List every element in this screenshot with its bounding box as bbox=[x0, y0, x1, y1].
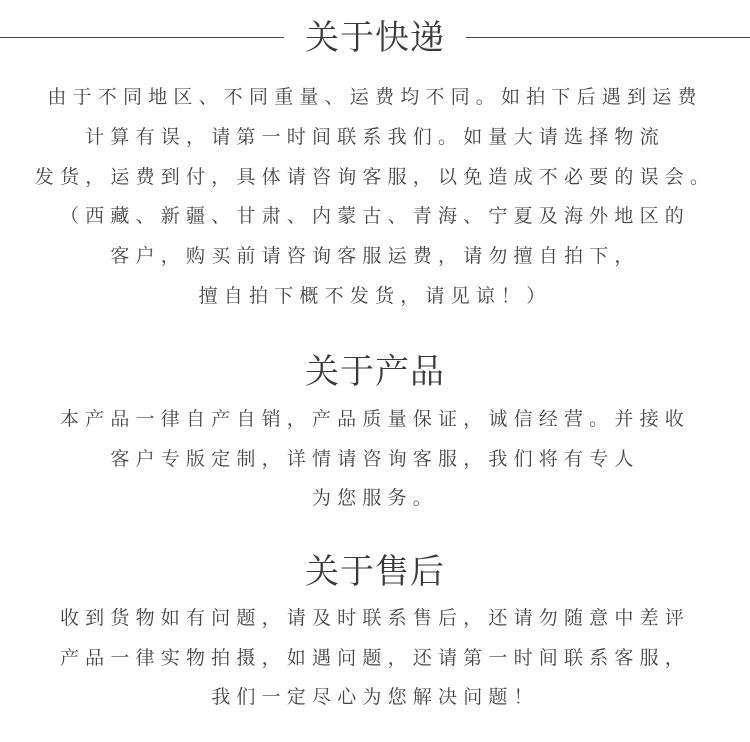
aftersale-line: 收到货物如有问题，请及时联系售后，还请勿随意中差评 bbox=[59, 607, 690, 629]
product-title: 关于产品 bbox=[305, 352, 445, 392]
product-line: 为您服务。 bbox=[311, 487, 438, 509]
aftersale-line: 我们一定尽心为您解决问题！ bbox=[211, 686, 539, 708]
right-divider bbox=[466, 37, 750, 38]
delivery-title: 关于快递 bbox=[305, 18, 445, 58]
delivery-line: 发货，运费到付，具体请咨询客服，以免造成不必要的误会。 bbox=[34, 166, 716, 188]
delivery-line: （西藏、新疆、甘肃、内蒙古、青海、宁夏及海外地区的 bbox=[59, 205, 690, 227]
aftersale-line: 产品一律实物拍摄，如遇问题，还请第一时间联系客服， bbox=[59, 647, 690, 669]
product-line: 本产品一律自产自销，产品质量保证，诚信经营。并接收 bbox=[59, 408, 690, 430]
delivery-header bbox=[0, 14, 750, 62]
aftersale-title: 关于售后 bbox=[305, 552, 445, 592]
product-line: 客户专版定制，详情请咨询客服，我们将有专人 bbox=[110, 448, 640, 470]
delivery-line: 客户，购买前请咨询客服运费，请勿擅自拍下， bbox=[110, 245, 640, 267]
delivery-line: 擅自拍下概不发货，请见谅！） bbox=[198, 285, 552, 307]
delivery-line: 计算有误，请第一时间联系我们。如量大请选择物流 bbox=[85, 126, 665, 148]
delivery-line: 由于不同地区、不同重量、运费均不同。如拍下后遇到运费 bbox=[47, 86, 703, 108]
